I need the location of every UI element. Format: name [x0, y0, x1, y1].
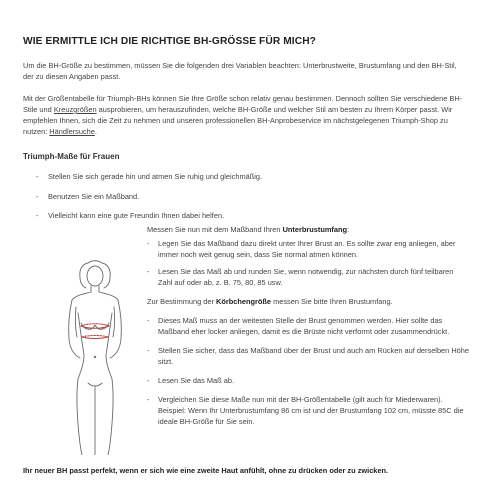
- list-item: - Stellen Sie sich gerade hin und atmen Sie ruhig und gleichmäßig.: [36, 171, 262, 182]
- list-item: - Vergleichen Sie diese Maße nun mit der BH-Größentabelle (gilt auch für Miederwaren).: [147, 394, 469, 405]
- cup-intro-suffix: messen Sie bitte Ihren Brustumfang.: [271, 297, 393, 306]
- cup-intro: [147, 296, 469, 307]
- underbust-intro: [147, 224, 469, 235]
- advice-text: .: [94, 127, 97, 136]
- haendlersuche-link[interactable]: Händlersuche: [49, 127, 95, 136]
- list-item: - Dieses Maß muss an der weitesten Stelle der Brust genommen werden. Hier sollte das Maßband eher locker anliegen, damit es die Brüste nicht verformt oder zusammendrückt.: [147, 315, 469, 337]
- measuring-woman-illustration: [54, 255, 136, 455]
- list-item: - Legen Sie das Maßband dazu direkt unter Ihrer Brust an. Es sollte zwar eng anliegen, aber immer noch weit genug sein, dass Sie normal atmen können.: [147, 238, 469, 260]
- list-item: - Lesen Sie das Maß ab.: [147, 375, 469, 386]
- list-item: - Benutzen Sie ein Maßband.: [36, 191, 262, 202]
- measurement-instructions: [147, 224, 469, 427]
- advice-text: ausprobieren, um herauszufinden, welche BH-Größe und welcher Stil am besten zu Ihrem Körper passt. Wir empfehlen Ihnen, sich die Zeit zu nehmen und unseren professionellen BH-Anprobeservice im nächstgelegenen Triumph-Shop zu nutzen:: [23, 105, 453, 136]
- underbust-term: Unterbrustumfang: [282, 225, 348, 234]
- advice-paragraph: [23, 93, 469, 137]
- page-title: WIE ERMITTLE ICH DIE RICHTIGE BH-GRÖSSE FÜR MICH?: [23, 36, 316, 47]
- section-heading: Triumph-Maße für Frauen: [23, 152, 120, 161]
- cup-term: Körbchengröße: [216, 297, 272, 306]
- underbust-intro-text: Messen Sie nun mit dem Maßband Ihren: [147, 225, 283, 234]
- cup-intro-text: Zur Bestimmung der: [147, 297, 217, 306]
- advice-text: Mit der Größentabelle für Triumph-BHs können Sie Ihre Größe schon relativ genau bestimmen. Dennoch sollten Sie verschiedene BH-Stile und: [23, 94, 463, 114]
- list-item: - Stellen Sie sicher, dass das Maßband über der Brust und auch am Rücken auf derselben Höhe sitzt.: [147, 345, 469, 367]
- intro-paragraph: Um die BH-Größe zu bestimmen, müssen Sie die folgenden drei Variablen beachten: Unterbrustweite, Brustumfang und den BH-Stil, der zu diesen Angaben passt.: [23, 61, 457, 81]
- cup-steps-list: [147, 315, 469, 405]
- list-item: - Lesen Sie das Maß ab und runden Sie, wenn notwendig, zur nächsten durch fünf teilbaren Zahl auf oder ab, z. B. 75, 80, 85 usw.: [147, 266, 469, 288]
- kreuzgroessen-link[interactable]: Kreuzgrößen: [53, 105, 97, 114]
- prep-steps-list: [36, 171, 262, 230]
- underbust-intro-suffix: :: [347, 225, 350, 234]
- example-text: Beispiel: Wenn Ihr Unterbrustumfang 86 cm ist und der Brustumfang 102 cm, müsste 85C die ideale BH-Größe für Sie sein.: [158, 406, 464, 426]
- fit-summary: Ihr neuer BH passt perfekt, wenn er sich wie eine zweite Haut anfühlt, ohne zu drücken oder zu zwicken.: [23, 466, 389, 475]
- list-item: - Vielleicht kann eine gute Freundin Ihnen dabei helfen.: [36, 210, 262, 221]
- underbust-steps-list: [147, 238, 469, 288]
